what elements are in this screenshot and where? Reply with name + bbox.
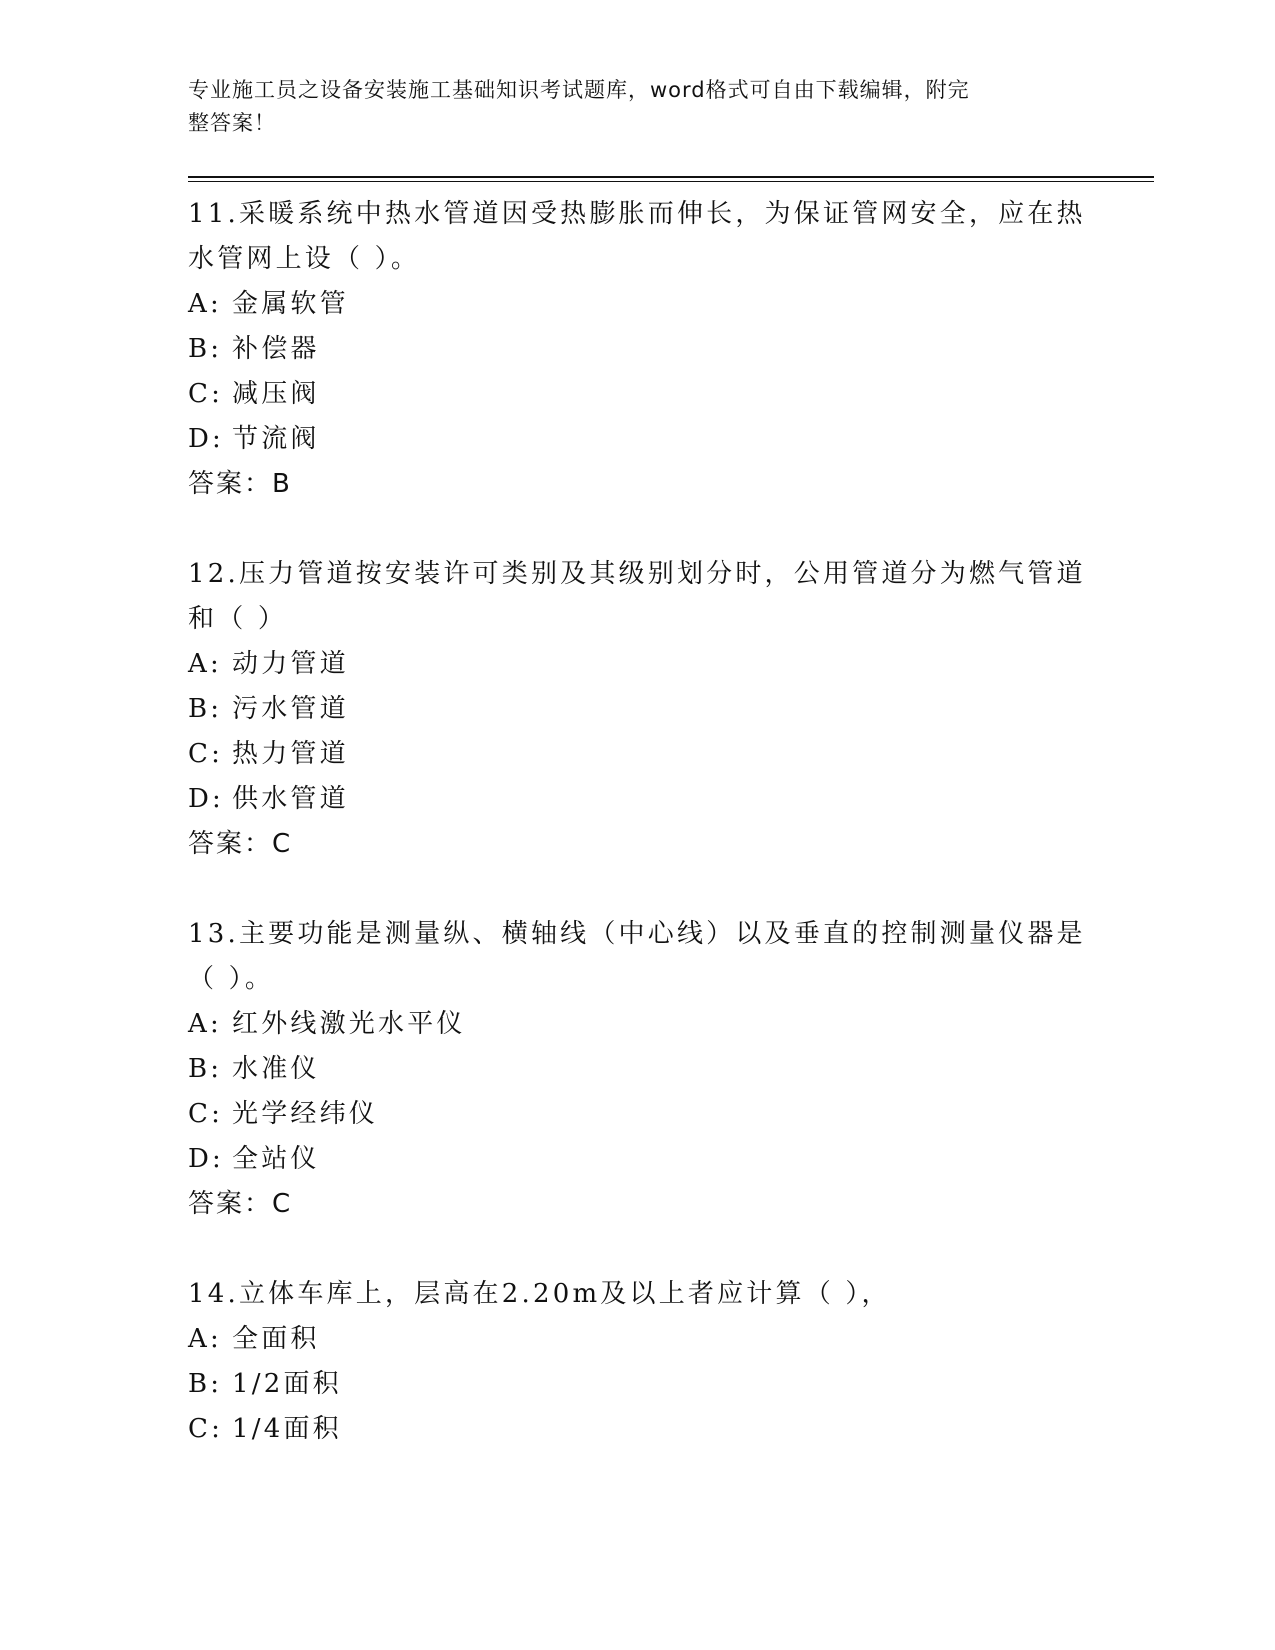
option-letter: A: [188,1324,222,1354]
option-d [188,1137,1088,1182]
option-text: 节流阀 [232,424,320,454]
header-divider-thick [188,176,1154,178]
question-11 [188,192,1088,507]
option-text: 水准仪 [232,1054,320,1084]
document-header [188,74,1068,140]
question-list [188,192,1088,1497]
option-b [188,1362,1088,1407]
option-c [188,372,1088,417]
header-line-2: 整答案！ [188,111,276,135]
option-c [188,732,1088,777]
option-b [188,687,1088,732]
option-d [188,417,1088,462]
question-text-line-1: 12.压力管道按安装许可类别及其级别划分时，公用管道分为燃气管道 [188,559,1086,589]
option-letter: C: [188,739,224,769]
option-text: 减压阀 [232,379,320,409]
option-text: 补偿器 [232,334,320,364]
option-letter: A: [188,649,222,679]
option-text: 红外线激光水平仪 [232,1009,466,1039]
option-letter: D: [188,424,225,454]
question-14 [188,1272,1088,1452]
option-text: 光学经纬仪 [232,1099,379,1129]
option-letter: B: [188,334,223,364]
question-13 [188,912,1088,1227]
option-a [188,1002,1088,1047]
question-text-line-2: （ ）。 [188,964,275,994]
option-a [188,282,1088,327]
option-letter: D: [188,1144,225,1174]
option-letter: B: [188,694,223,724]
option-letter: B: [188,1054,223,1084]
question-text-line-1: 13.主要功能是测量纵、横轴线（中心线）以及垂直的控制测量仪器是 [188,919,1086,949]
option-text: 动力管道 [232,649,349,679]
option-letter: C: [188,1099,224,1129]
option-d [188,777,1088,822]
option-c [188,1407,1088,1452]
header-divider-thin [188,181,1154,182]
option-text: 全站仪 [232,1144,320,1174]
option-text: 污水管道 [232,694,349,724]
option-letter: A: [188,1009,222,1039]
answer-line: 答案：B [188,469,292,499]
option-a [188,1317,1088,1362]
question-text-line-1: 11.采暖系统中热水管道因受热膨胀而伸长，为保证管网安全，应在热 [188,199,1086,229]
option-letter: B: [188,1369,223,1399]
option-text: 1/4面积 [232,1414,342,1444]
option-text: 供水管道 [232,784,349,814]
question-text-line-2: 和（ ） [188,604,288,634]
option-letter: A: [188,289,222,319]
question-text-line-1: 14.立体车库上，层高在2.20m及以上者应计算（ ）， [188,1279,891,1309]
option-text: 热力管道 [232,739,349,769]
option-text: 1/2面积 [232,1369,342,1399]
option-letter: C: [188,379,224,409]
option-b [188,1047,1088,1092]
option-c [188,1092,1088,1137]
option-b [188,327,1088,372]
option-letter: D: [188,784,225,814]
answer-line: 答案：C [188,829,293,859]
option-text: 金属软管 [232,289,349,319]
question-text-line-2: 水管网上设（ ）。 [188,244,421,274]
answer-line: 答案：C [188,1189,293,1219]
option-letter: C: [188,1414,224,1444]
header-line-1: 专业施工员之设备安装施工基础知识考试题库，word格式可自由下载编辑，附完 [188,78,970,102]
option-a [188,642,1088,687]
option-text: 全面积 [232,1324,320,1354]
question-12 [188,552,1088,867]
